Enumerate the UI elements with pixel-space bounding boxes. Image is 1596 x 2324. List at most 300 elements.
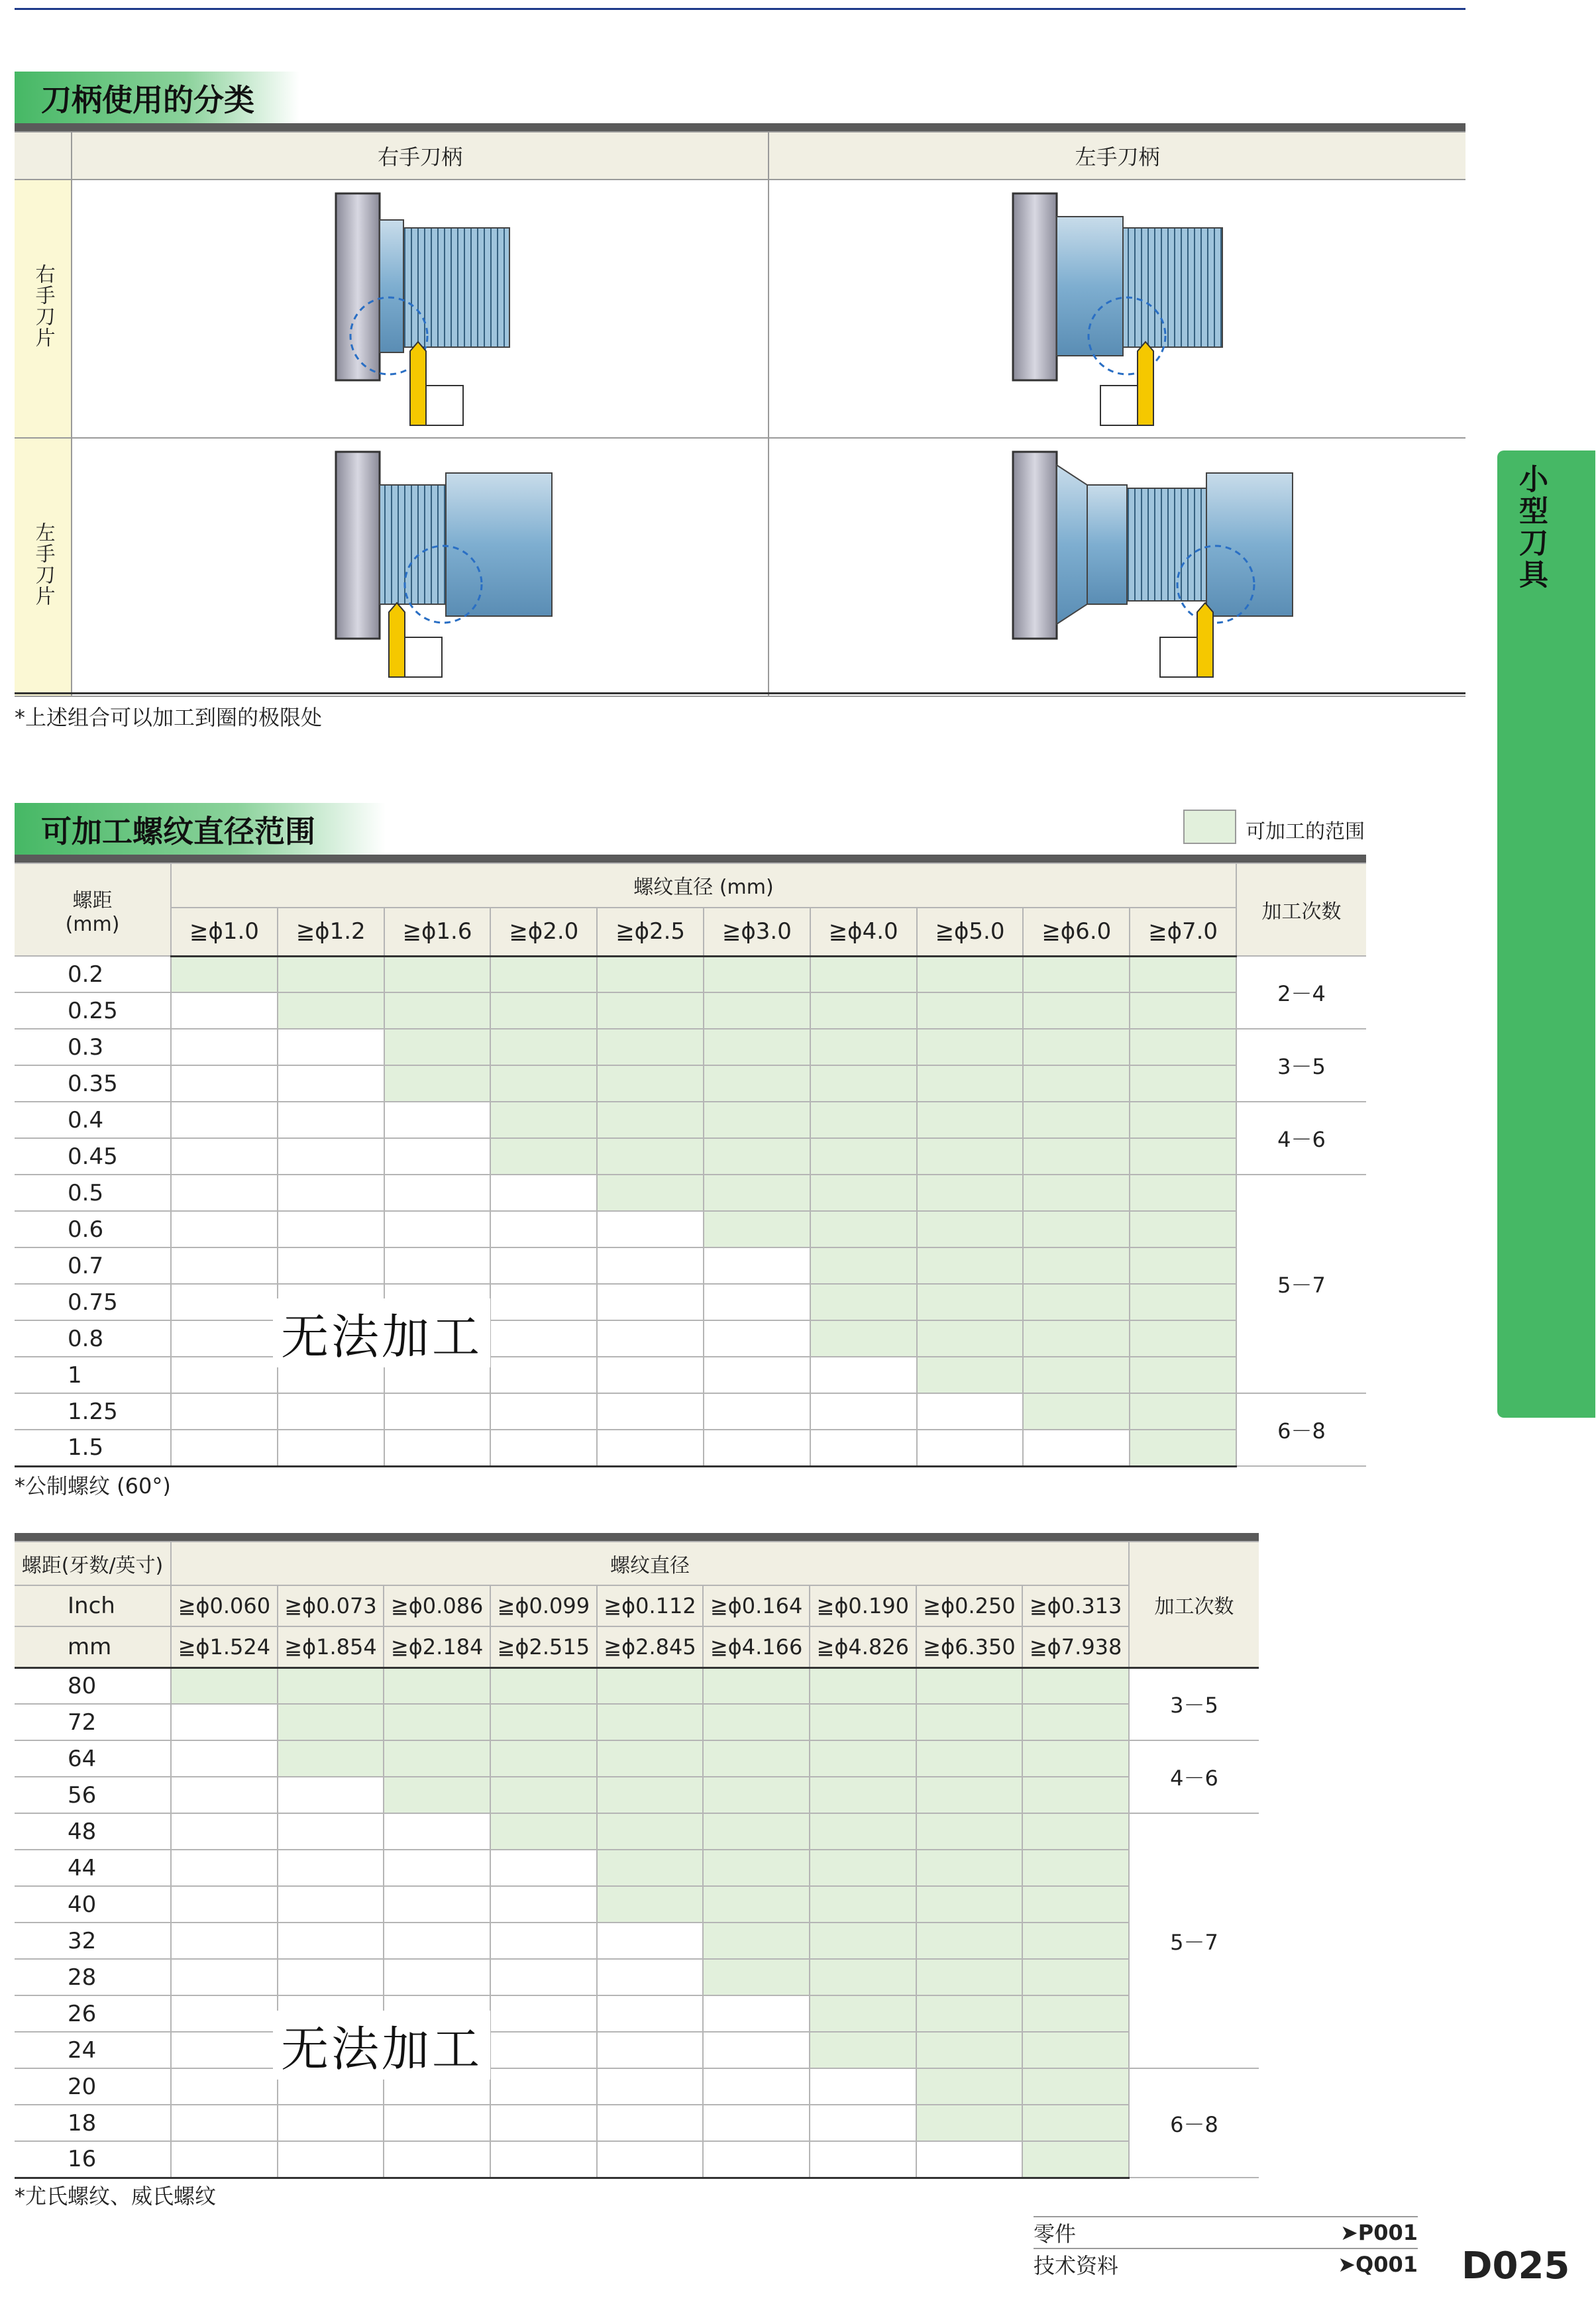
pitch-cell: 16 xyxy=(15,2141,171,2178)
side-tab[interactable] xyxy=(1497,450,1595,1418)
machinable-cell xyxy=(1130,1211,1236,1247)
non-machinable-cell xyxy=(384,1959,490,1995)
machinable-cell xyxy=(703,1667,810,1704)
footer-link-parts[interactable]: 零件 ➤P001 xyxy=(1034,2216,1418,2248)
table-row xyxy=(15,1065,1366,1102)
non-machinable-cell xyxy=(704,1247,810,1284)
non-machinable-cell xyxy=(171,1211,278,1247)
diameter-col-header: ≧ϕ2.0 xyxy=(490,908,597,956)
machinable-cell xyxy=(810,956,917,992)
machinable-cell xyxy=(597,1813,704,1850)
machinable-cell xyxy=(490,1029,597,1065)
pitch-cell: 0.8 xyxy=(15,1320,171,1357)
diameter-col-header: ≧ϕ5.0 xyxy=(917,908,1024,956)
non-machinable-cell xyxy=(704,1393,810,1430)
machinable-cell xyxy=(490,1667,597,1704)
non-machinable-cell xyxy=(597,1320,704,1357)
machinable-cell xyxy=(1023,1357,1130,1393)
machinable-cell xyxy=(810,1284,917,1320)
not-machinable-label-metric: 无法加工 xyxy=(273,1298,490,1367)
machinable-cell xyxy=(1023,1102,1130,1138)
inch-thread-table xyxy=(15,1541,1259,2179)
non-machinable-cell xyxy=(278,1065,384,1102)
table-row xyxy=(15,1923,1259,1959)
machinable-cell xyxy=(917,1247,1024,1284)
machinable-cell xyxy=(703,1886,810,1923)
machinable-cell xyxy=(1023,1138,1130,1175)
machinable-cell xyxy=(597,1740,704,1777)
inch-diameter-header: ≧ϕ0.060 xyxy=(171,1585,278,1626)
non-machinable-cell xyxy=(597,1284,704,1320)
diameter-col-header: ≧ϕ4.0 xyxy=(810,908,917,956)
machinable-cell xyxy=(278,1740,384,1777)
non-machinable-cell xyxy=(810,2068,916,2105)
non-machinable-cell xyxy=(171,1320,278,1357)
non-machinable-cell xyxy=(597,2105,704,2141)
machinable-cell xyxy=(1023,1175,1130,1211)
non-machinable-cell xyxy=(278,1959,384,1995)
machinable-cell xyxy=(597,1138,704,1175)
machinable-cell xyxy=(810,1995,916,2032)
machinable-cell xyxy=(917,1102,1024,1138)
pitch-cell: 0.7 xyxy=(15,1247,171,1284)
non-machinable-cell xyxy=(490,1886,597,1923)
col-header-left-handle: 左手刀柄 xyxy=(769,132,1465,180)
non-machinable-cell xyxy=(171,1959,278,1995)
table-row xyxy=(15,1995,1259,2032)
machinable-cell xyxy=(1130,1430,1236,1466)
machinable-cell xyxy=(384,1740,490,1777)
non-machinable-cell xyxy=(278,1850,384,1886)
machinable-cell xyxy=(917,1175,1024,1211)
table-row xyxy=(15,1886,1259,1923)
machinable-cell xyxy=(490,1102,597,1138)
machinable-cell xyxy=(278,956,384,992)
diagram-ll xyxy=(769,438,1465,696)
machinable-cell xyxy=(810,1704,916,1740)
machinable-cell xyxy=(490,992,597,1029)
machinable-cell xyxy=(810,1813,916,1850)
non-machinable-cell xyxy=(171,2105,278,2141)
machinable-cell xyxy=(704,1211,810,1247)
machinable-cell xyxy=(1022,2105,1129,2141)
table-row xyxy=(15,992,1366,1029)
machinable-cell xyxy=(917,1138,1024,1175)
non-machinable-cell xyxy=(597,1430,704,1466)
count-cell: 3－5 xyxy=(1236,1029,1366,1102)
machinable-cell xyxy=(810,1777,916,1813)
machinable-cell xyxy=(384,1704,490,1740)
non-machinable-cell xyxy=(171,1284,278,1320)
machinable-cell xyxy=(703,1777,810,1813)
non-machinable-cell xyxy=(490,1320,597,1357)
machinable-cell xyxy=(810,1175,917,1211)
machinable-cell xyxy=(916,1923,1023,1959)
count-header: 加工次数 xyxy=(1236,863,1366,956)
machinable-cell xyxy=(810,1065,917,1102)
non-machinable-cell xyxy=(597,1357,704,1393)
machinable-cell xyxy=(810,1850,916,1886)
mm-diameter-header: ≧ϕ2.845 xyxy=(597,1626,704,1667)
non-machinable-cell xyxy=(597,1247,704,1284)
non-machinable-cell xyxy=(171,1065,278,1102)
count-cell: 4－6 xyxy=(1129,1740,1259,1813)
non-machinable-cell xyxy=(490,1393,597,1430)
non-machinable-cell xyxy=(171,2141,278,2178)
non-machinable-cell xyxy=(171,1247,278,1284)
mm-diameter-header: ≧ϕ4.166 xyxy=(703,1626,810,1667)
machinable-cell xyxy=(917,1357,1024,1393)
pitch-cell: 72 xyxy=(15,1704,171,1740)
row-header-left-insert: 左手刀片 xyxy=(15,438,72,696)
pitch-cell: 64 xyxy=(15,1740,171,1777)
non-machinable-cell xyxy=(490,1995,597,2032)
inch-diameter-header: ≧ϕ0.250 xyxy=(916,1585,1023,1626)
non-machinable-cell xyxy=(917,1393,1024,1430)
non-machinable-cell xyxy=(597,1923,704,1959)
table-row xyxy=(15,1175,1366,1211)
diameter-col-header: ≧ϕ1.2 xyxy=(278,908,384,956)
non-machinable-cell xyxy=(490,1850,597,1886)
machinable-cell xyxy=(1023,992,1130,1029)
machinable-cell xyxy=(278,992,384,1029)
non-machinable-cell xyxy=(278,1813,384,1850)
footer-link-tech[interactable]: 技术资料 ➤Q001 xyxy=(1034,2248,1418,2280)
non-machinable-cell xyxy=(171,1175,278,1211)
non-machinable-cell xyxy=(384,1813,490,1850)
non-machinable-cell xyxy=(704,1320,810,1357)
non-machinable-cell xyxy=(278,1138,384,1175)
table-row xyxy=(15,1704,1259,1740)
metric-thread-table xyxy=(15,863,1366,1467)
non-machinable-cell xyxy=(810,1430,917,1466)
machinable-cell xyxy=(1022,1850,1129,1886)
non-machinable-cell xyxy=(810,2141,916,2178)
non-machinable-cell xyxy=(384,2105,490,2141)
non-machinable-cell xyxy=(490,1357,597,1393)
machinable-cell xyxy=(384,1777,490,1813)
non-machinable-cell xyxy=(384,1211,491,1247)
machinable-cell xyxy=(917,1211,1024,1247)
machinable-cell xyxy=(703,1959,810,1995)
mm-diameter-header: ≧ϕ6.350 xyxy=(916,1626,1023,1667)
inch-diameter-header: ≧ϕ0.073 xyxy=(278,1585,384,1626)
non-machinable-cell xyxy=(384,1923,490,1959)
machinable-cell xyxy=(810,1138,917,1175)
pitch-cell: 80 xyxy=(15,1667,171,1704)
machinable-cell xyxy=(704,1065,810,1102)
machinable-cell xyxy=(597,1886,704,1923)
machinable-cell xyxy=(916,2068,1023,2105)
pitch-cell: 0.4 xyxy=(15,1102,171,1138)
pitch-cell: 26 xyxy=(15,1995,171,2032)
machinable-cell xyxy=(810,1740,916,1777)
non-machinable-cell xyxy=(171,1138,278,1175)
machinable-cell xyxy=(1130,992,1236,1029)
inch-diameter-header: ≧ϕ0.112 xyxy=(597,1585,704,1626)
machinable-cell xyxy=(1022,1740,1129,1777)
page-number: D025 xyxy=(1462,2245,1570,2288)
non-machinable-cell xyxy=(278,1211,384,1247)
non-machinable-cell xyxy=(171,1393,278,1430)
pitch-cell: 1 xyxy=(15,1357,171,1393)
pitch-header: 螺距 (mm) xyxy=(15,863,171,956)
machinable-cell xyxy=(597,1850,704,1886)
pitch-cell: 1.25 xyxy=(15,1393,171,1430)
table-row xyxy=(15,2141,1259,2178)
mm-diameter-header: ≧ϕ1.524 xyxy=(171,1626,278,1667)
table-row xyxy=(15,1777,1259,1813)
pitch-cell: 0.6 xyxy=(15,1211,171,1247)
machinable-cell xyxy=(704,1029,810,1065)
machinable-cell xyxy=(1022,1704,1129,1740)
count-cell: 4－6 xyxy=(1236,1102,1366,1175)
side-tab-label: 小型刀具 xyxy=(1514,464,1548,591)
machinable-cell xyxy=(810,1320,917,1357)
machinable-cell xyxy=(810,1211,917,1247)
diameter-col-header: ≧ϕ1.0 xyxy=(171,908,278,956)
machinable-cell xyxy=(703,1813,810,1850)
machinable-cell xyxy=(384,956,491,992)
non-machinable-cell xyxy=(384,1850,490,1886)
count-cell: 5－7 xyxy=(1129,1813,1259,2068)
machinable-cell xyxy=(810,1959,916,1995)
row-header-right-insert: 右手刀片 xyxy=(15,180,72,438)
non-machinable-cell xyxy=(171,1029,278,1065)
machinable-cell xyxy=(703,1740,810,1777)
mm-diameter-header: ≧ϕ4.826 xyxy=(810,1626,916,1667)
pitch-cell: 20 xyxy=(15,2068,171,2105)
machinable-cell xyxy=(597,1777,704,1813)
footer-links xyxy=(1034,2216,1418,2280)
table-row xyxy=(15,1102,1366,1138)
machinable-cell xyxy=(384,1029,491,1065)
machinable-cell xyxy=(171,1667,278,1704)
non-machinable-cell xyxy=(704,1284,810,1320)
machinable-cell xyxy=(916,1704,1023,1740)
non-machinable-cell xyxy=(278,1430,384,1466)
machinable-cell xyxy=(704,956,810,992)
non-machinable-cell xyxy=(597,2068,704,2105)
diagram-rl xyxy=(72,438,769,696)
non-machinable-cell xyxy=(384,1247,491,1284)
non-machinable-cell xyxy=(384,2141,490,2178)
pitch-cell: 44 xyxy=(15,1850,171,1886)
machinable-cell xyxy=(1023,1211,1130,1247)
non-machinable-cell xyxy=(490,2105,597,2141)
non-machinable-cell xyxy=(171,1886,278,1923)
diameter-col-header: ≧ϕ1.6 xyxy=(384,908,491,956)
machinable-cell xyxy=(1023,1393,1130,1430)
non-machinable-cell xyxy=(384,1102,491,1138)
non-machinable-cell xyxy=(278,1886,384,1923)
count-header-inch: 加工次数 xyxy=(1129,1542,1259,1667)
pitch-cell: 48 xyxy=(15,1813,171,1850)
col-header-right-handle: 右手刀柄 xyxy=(72,132,769,180)
diameter-header: 螺纹直径 (mm) xyxy=(171,863,1236,908)
machinable-cell xyxy=(1022,1813,1129,1850)
machinable-cell xyxy=(490,1704,597,1740)
machinable-cell xyxy=(278,1667,384,1704)
diameter-col-header: ≧ϕ6.0 xyxy=(1023,908,1130,956)
machinable-cell xyxy=(916,1777,1023,1813)
inch-diameter-header: ≧ϕ0.086 xyxy=(384,1585,490,1626)
non-machinable-cell xyxy=(384,1138,491,1175)
pitch-cell: 1.5 xyxy=(15,1430,171,1466)
table-row xyxy=(15,1320,1366,1357)
non-machinable-cell xyxy=(703,2032,810,2068)
count-cell: 3－5 xyxy=(1129,1667,1259,1740)
non-machinable-cell xyxy=(278,1923,384,1959)
machinable-cell xyxy=(490,1813,597,1850)
non-machinable-cell xyxy=(171,1357,278,1393)
machinable-cell xyxy=(810,1247,917,1284)
non-machinable-cell xyxy=(703,2141,810,2178)
table-row xyxy=(15,1667,1259,1704)
machinable-cell xyxy=(916,2032,1023,2068)
machinable-cell xyxy=(1130,1393,1236,1430)
machinable-cell xyxy=(916,1995,1023,2032)
table-row xyxy=(15,1247,1366,1284)
machinable-cell xyxy=(1023,1284,1130,1320)
non-machinable-cell xyxy=(171,1777,278,1813)
non-machinable-cell xyxy=(597,1211,704,1247)
non-machinable-cell xyxy=(278,1777,384,1813)
count-cell: 2－4 xyxy=(1236,956,1366,1029)
table-row xyxy=(15,2105,1259,2141)
machinable-cell xyxy=(1022,2141,1129,2178)
machinable-cell xyxy=(704,1175,810,1211)
machinable-cell xyxy=(917,1320,1024,1357)
non-machinable-cell xyxy=(917,1430,1024,1466)
non-machinable-cell xyxy=(1023,1430,1130,1466)
pitch-cell: 0.5 xyxy=(15,1175,171,1211)
machinable-cell xyxy=(810,992,917,1029)
table-row xyxy=(15,2032,1259,2068)
machinable-cell xyxy=(490,1777,597,1813)
label-inch: Inch xyxy=(15,1585,171,1626)
machinable-cell xyxy=(916,1813,1023,1850)
corner-cell xyxy=(15,132,72,180)
machinable-cell xyxy=(490,1138,597,1175)
non-machinable-cell xyxy=(597,1959,704,1995)
machinable-cell xyxy=(1130,1029,1236,1065)
non-machinable-cell xyxy=(171,1923,278,1959)
non-machinable-cell xyxy=(490,1175,597,1211)
non-machinable-cell xyxy=(171,1995,278,2032)
label-mm: mm xyxy=(15,1626,171,1667)
non-machinable-cell xyxy=(704,1357,810,1393)
table-row xyxy=(15,1284,1366,1320)
machinable-cell xyxy=(171,956,278,992)
non-machinable-cell xyxy=(490,2068,597,2105)
non-machinable-cell xyxy=(278,1393,384,1430)
machinable-cell xyxy=(1130,1065,1236,1102)
non-machinable-cell xyxy=(490,1247,597,1284)
machinable-cell xyxy=(703,1850,810,1886)
machinable-cell xyxy=(597,1667,704,1704)
non-machinable-cell xyxy=(171,992,278,1029)
machinable-cell xyxy=(384,1667,490,1704)
non-machinable-cell xyxy=(916,2141,1023,2178)
non-machinable-cell xyxy=(171,1704,278,1740)
table-row xyxy=(15,1813,1259,1850)
table-row xyxy=(15,1138,1366,1175)
section3-note: *尤氏螺纹、威氏螺纹 xyxy=(15,2184,217,2209)
mm-diameter-header: ≧ϕ1.854 xyxy=(278,1626,384,1667)
machinable-cell xyxy=(490,956,597,992)
machinable-cell xyxy=(810,1886,916,1923)
machinable-cell xyxy=(597,992,704,1029)
non-machinable-cell xyxy=(171,2068,278,2105)
non-machinable-cell xyxy=(171,2032,278,2068)
machinable-cell xyxy=(1130,1175,1236,1211)
pitch-cell: 0.35 xyxy=(15,1065,171,1102)
count-cell: 6－8 xyxy=(1129,2068,1259,2178)
machinable-cell xyxy=(1130,1102,1236,1138)
non-machinable-cell xyxy=(810,1357,917,1393)
table-row xyxy=(15,1740,1259,1777)
legend-swatch xyxy=(1183,810,1236,844)
machinable-cell xyxy=(597,1175,704,1211)
machinable-cell xyxy=(1130,956,1236,992)
machinable-cell xyxy=(490,1740,597,1777)
non-machinable-cell xyxy=(278,2105,384,2141)
non-machinable-cell xyxy=(490,1959,597,1995)
inch-diameter-header: ≧ϕ0.099 xyxy=(490,1585,597,1626)
table-row xyxy=(15,1850,1259,1886)
section1-bottom-rule xyxy=(15,692,1465,694)
machinable-cell xyxy=(597,1704,704,1740)
machinable-cell xyxy=(1022,1959,1129,1995)
count-cell: 6－8 xyxy=(1236,1393,1366,1466)
diagram-lr xyxy=(769,180,1465,438)
non-machinable-cell xyxy=(490,2141,597,2178)
table-row xyxy=(15,2068,1259,2105)
pitch-cell: 0.3 xyxy=(15,1029,171,1065)
non-machinable-cell xyxy=(278,2141,384,2178)
inch-diameter-header: ≧ϕ0.190 xyxy=(810,1585,916,1626)
non-machinable-cell xyxy=(384,1175,491,1211)
machinable-cell xyxy=(916,1959,1023,1995)
machinable-cell xyxy=(810,1667,916,1704)
machinable-cell xyxy=(1130,1284,1236,1320)
machinable-cell xyxy=(1022,1886,1129,1923)
top-rule xyxy=(15,8,1465,10)
diameter-col-header: ≧ϕ2.5 xyxy=(597,908,704,956)
machinable-cell xyxy=(1023,1029,1130,1065)
mm-diameter-header: ≧ϕ2.184 xyxy=(384,1626,490,1667)
pitch-cell: 0.75 xyxy=(15,1284,171,1320)
machinable-cell xyxy=(1130,1138,1236,1175)
table-row xyxy=(15,1211,1366,1247)
non-machinable-cell xyxy=(810,1393,917,1430)
pitch-cell: 40 xyxy=(15,1886,171,1923)
machinable-cell xyxy=(916,1740,1023,1777)
machinable-cell xyxy=(916,1850,1023,1886)
non-machinable-cell xyxy=(278,1102,384,1138)
machinable-cell xyxy=(490,1065,597,1102)
machinable-cell xyxy=(810,2032,916,2068)
machinable-cell xyxy=(1130,1320,1236,1357)
pitch-cell: 32 xyxy=(15,1923,171,1959)
machinable-cell xyxy=(917,1284,1024,1320)
tpi-header: 螺距(牙数/英寸) xyxy=(15,1542,171,1585)
section1-note: *上述组合可以加工到圈的极限处 xyxy=(15,705,323,730)
machinable-cell xyxy=(704,1102,810,1138)
pitch-cell: 18 xyxy=(15,2105,171,2141)
non-machinable-cell xyxy=(490,1430,597,1466)
